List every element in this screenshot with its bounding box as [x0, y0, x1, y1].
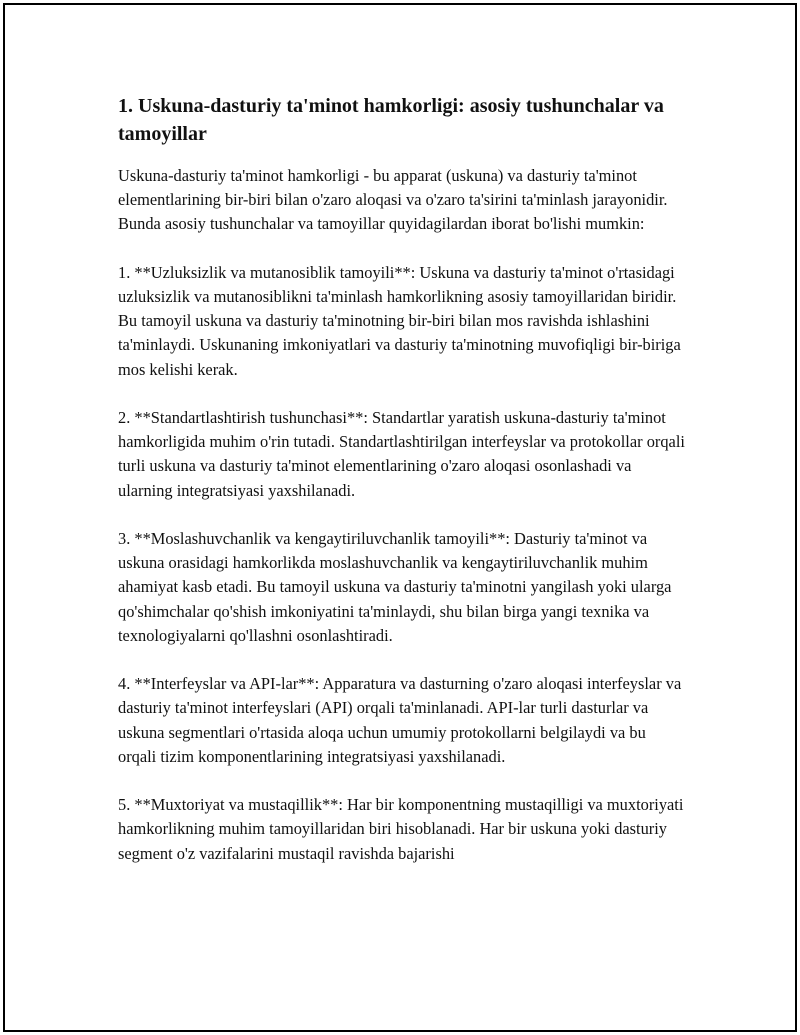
list-item: 5. **Muxtoriyat va mustaqillik**: Har bir komponentning mustaqilligi va muxtoriyati hamkorlikning muhim tamoyillaridan biri hisoblanadi. Har bir uskuna yoki dasturiy segment o'z vazifalarini mustaqil ravishda bajarishi: [118, 795, 684, 863]
list-item: 4. **Interfeyslar va API-lar**: Apparatura va dasturning o'zaro aloqasi interfeyslar va dasturiy ta'minot interfeyslari (API) orqali ta'minlanadi. API-lar turli dasturlar va uskuna segmentlari o'rtasida aloqa uchun umumiy protokollarni belgilaydi va bu orqali tizim komponentlarining integratsiyasi yaxshilanadi.: [118, 674, 682, 766]
document-title: 1. Uskuna-dasturiy ta'minot hamkorligi: asosiy tushunchalar va tamoyillar: [118, 95, 664, 145]
document-body: [118, 92, 688, 890]
intro-paragraph: Uskuna-dasturiy ta'minot hamkorligi - bu apparat (uskuna) va dasturiy ta'minot elementlarining bir-biri bilan o'zaro aloqasi va o'zaro ta'sirini ta'minlash jarayonidir. Bunda asosiy tushunchalar va tamoyillar quyidagilardan iborat bo'lishi mumkin:: [118, 166, 668, 234]
list-item: 1. **Uzluksizlik va mutanosiblik tamoyili**: Uskuna va dasturiy ta'minot o'rtasidagi uzluksizlik va mutanosiblikni ta'minlash hamkorlikning asosiy tamoyillaridan biridir. Bu tamoyil uskuna va dasturiy ta'minotning bir-biri bilan mos ravishda ishlashini ta'minlaydi. Uskunaning imkoniyatlari va dasturiy ta'minotning muvofiqligi bir-biriga mos kelishi kerak.: [118, 262, 681, 379]
list-item: 3. **Moslashuvchanlik va kengaytiriluvchanlik tamoyili**: Dasturiy ta'minot va uskuna orasidagi hamkorlikda moslashuvchanlik va kengaytiriluvchanlik muhim ahamiyat kasb etadi. Bu tamoyil uskuna va dasturiy ta'minotni yangilash yoki ularga qo'shimchalar qo'shish imkoniyatini ta'minlaydi, shu bilan birga yangi texnika va texnologiyalarni qo'llashni osonlashtiradi.: [118, 529, 672, 645]
list-item: 2. **Standartlashtirish tushunchasi**: Standartlar yaratish uskuna-dasturiy ta'minot hamkorligida muhim o'rin tutadi. Standartlashtirilgan interfeyslar va protokollar orqali turli uskuna va dasturiy ta'minot elementlarining o'zaro aloqasi osonlashadi va ularning integratsiyasi yaxshilanadi.: [118, 408, 685, 500]
